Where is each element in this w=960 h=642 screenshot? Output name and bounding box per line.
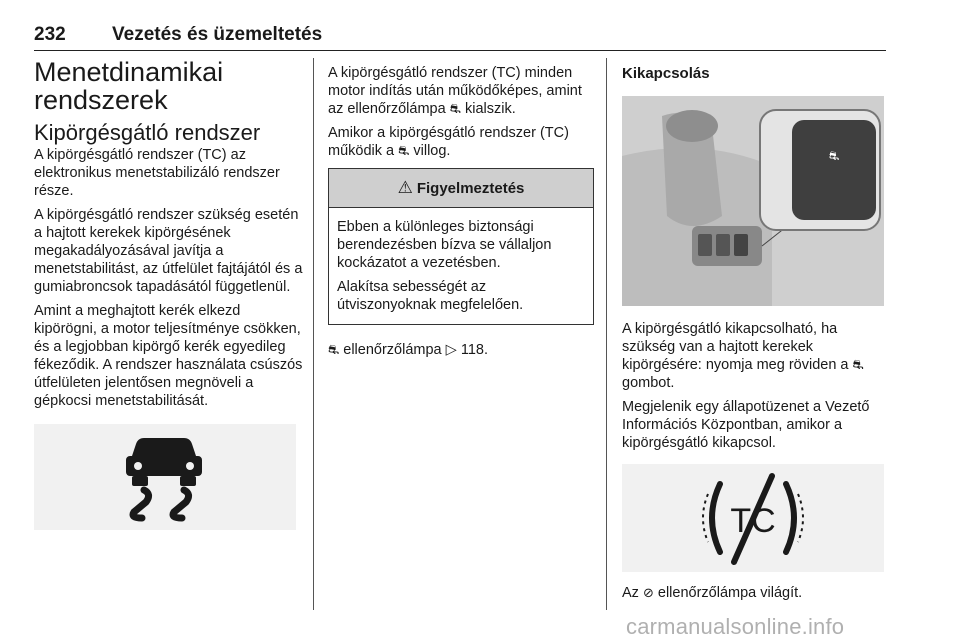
paragraph: A kipörgésgátló rendszer szükség esetén a hajtott kerekek kipörgésének megakadályozásával javítja a menetstabilitást, az útfelület fajtájától és a gumiabroncsok tapadásától függetlenül.	[34, 207, 303, 295]
tc-off-label: TC	[730, 502, 776, 540]
watermark: carmanualsonline.info	[626, 614, 845, 639]
paragraph: A kipörgésgátló rendszer (TC) minden motor indítás után működőképes, amint az ellenőrzőlámpa ⛐ kialszik.	[328, 65, 582, 117]
column-2	[328, 64, 594, 365]
paragraph: Amint a meghajtott kerék elkezd kipörögni, a motor teljesítménye csökken, és a legjobban kipörgő kerék egyedileg fékeződik. A rendszer használata csúszós útfelületen jelentősen megnöveli a gépkocsi menetstabilitását.	[34, 303, 303, 409]
subsection-heading: Kikapcsolás	[622, 65, 710, 82]
page-number: 232	[34, 24, 66, 45]
warning-paragraph: Alakítsa sebességét az útviszonyoknak megfelelően.	[337, 279, 524, 313]
tc-off-icon	[622, 464, 884, 572]
cross-reference: ⛐ ellenőrzőlámpa ▷ 118.	[328, 342, 488, 358]
header-title: Vezetés és üzemeltetés	[112, 24, 323, 45]
paragraph: A kipörgésgátló kikapcsolható, ha szükség van a hajtott kerekek kipörgésére: nyomja meg röviden a ⛐ gombot.	[622, 321, 864, 391]
svg-text:⛐: ⛐	[828, 149, 840, 163]
paragraph: A kipörgésgátló rendszer (TC) az elektronikus menetstabilizáló rendszer része.	[34, 147, 280, 199]
traction-control-icon: ⛐	[852, 357, 864, 372]
traction-control-icon: ⛐	[398, 143, 410, 158]
traction-control-icon: ⛐	[328, 342, 340, 357]
warning-header	[329, 169, 593, 208]
traction-control-icon: ⛐	[449, 101, 461, 116]
section-heading: Menetdinamikai rendszerek	[34, 57, 224, 115]
traction-control-illustration	[34, 424, 296, 530]
paragraph: Amikor a kipörgésgátló rendszer (TC) működik a ⛐ villog.	[328, 125, 569, 159]
warning-paragraph: Ebben a különleges biztonsági berendezésben bízva se vállaljon kockázatot a vezetésben.	[337, 219, 552, 271]
column-3	[622, 64, 886, 608]
tc-off-indicator-icon: ⊘	[642, 585, 654, 600]
page-ref-arrow-icon: ▷	[445, 342, 457, 358]
column-1	[34, 58, 304, 530]
subsection-heading: Kipörgésgátló rendszer	[34, 120, 261, 145]
warning-body	[329, 208, 593, 324]
console-illustration	[622, 96, 884, 306]
warning-box	[328, 168, 594, 325]
warning-triangle-icon: ⚠	[397, 178, 413, 197]
tc-off-illustration	[622, 464, 884, 572]
warning-title: Figyelmeztetés	[416, 179, 525, 197]
tc-button-photo	[622, 96, 884, 306]
page-ref-number[interactable]: 118.	[460, 342, 488, 358]
traction-control-car-icon	[34, 424, 296, 530]
paragraph: Megjelenik egy állapotüzenet a Vezető Információs Központban, amikor a kipörgésgátló kikapcsol.	[622, 399, 870, 451]
column-divider	[606, 58, 607, 610]
page-header	[34, 22, 886, 51]
paragraph: Az ⊘ ellenőrzőlámpa világít.	[622, 585, 803, 601]
column-divider	[313, 58, 314, 610]
